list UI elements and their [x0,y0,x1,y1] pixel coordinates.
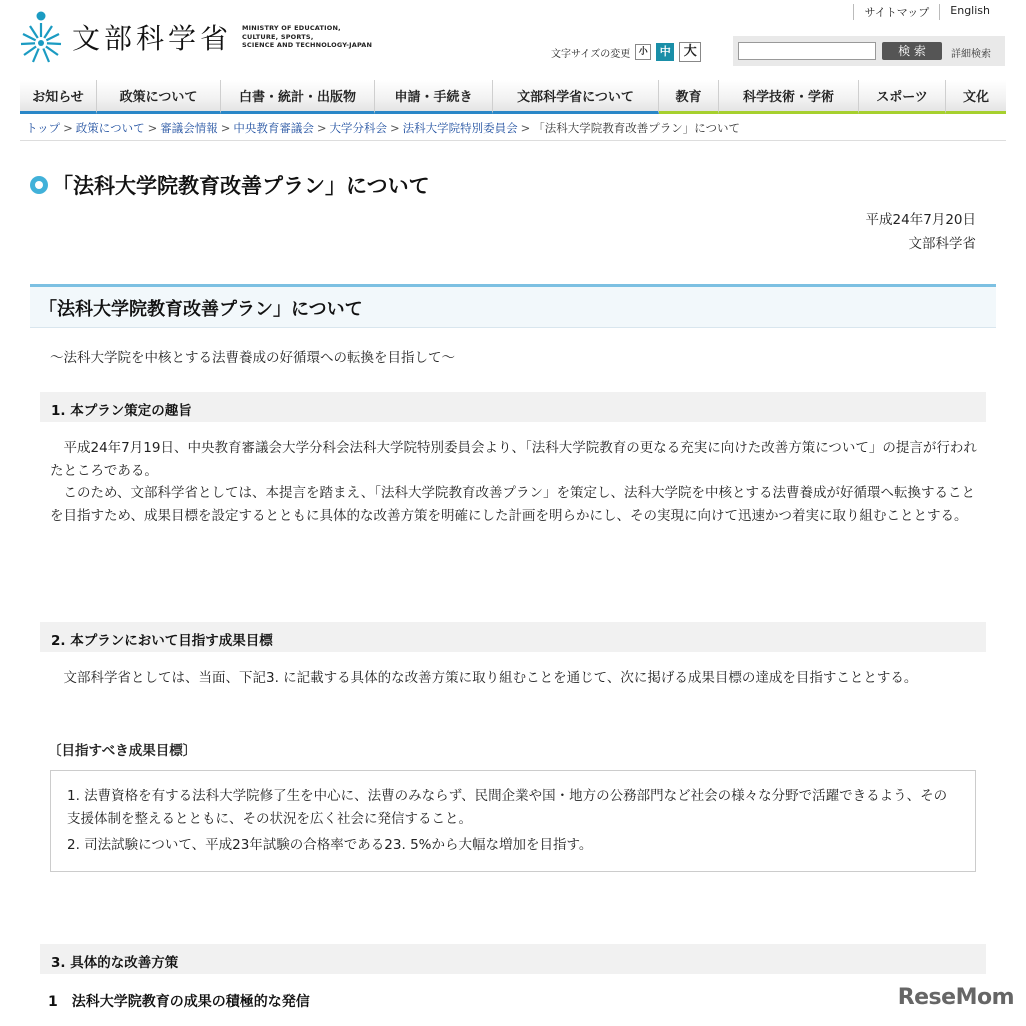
page-title [30,170,430,200]
breadcrumb-divider [20,140,1006,141]
nav-item-about[interactable]: 文部科学省について [493,80,659,114]
nav-item-news[interactable]: お知らせ [20,80,97,114]
section-title-box [30,284,996,328]
font-size-small-button[interactable]: 小 [635,44,651,60]
site-header [0,0,1026,80]
page-title-text: 「法科大学院教育改善プラン」について [52,174,430,198]
logo-en-line: MINISTRY OF EDUCATION, [242,24,341,33]
search-area [733,36,1005,66]
sitemap-link[interactable]: サイトマップ [853,4,939,20]
plan-subtitle: ～法科大学院を中核とする法曹養成の好循環への転換を目指して～ [50,350,455,366]
breadcrumb-link[interactable]: 政策について [75,121,145,135]
mext-logo-icon [18,10,64,64]
section-1-paragraph: 平成24年7月19日、中央教育審議会大学分科会法科大学院特別委員会より、「法科大学院教育の更なる充実に向けた改善方策について」の提言が行われたところである。 [50,440,977,479]
section-2-body [50,667,980,690]
publish-date: 平成24年7月20日 [865,212,976,228]
section-heading-3: 3. 具体的な改善方策 [40,944,986,974]
font-size-large-button[interactable]: 大 [679,42,701,62]
breadcrumb-separator: > [390,121,400,135]
breadcrumb-link[interactable]: トップ [26,121,61,135]
nav-item-applications[interactable]: 申請・手続き [375,80,493,114]
breadcrumb-link[interactable]: 中央教育審議会 [233,121,314,135]
nav-item-sports[interactable]: スポーツ [859,80,946,114]
english-link[interactable]: English [939,4,1000,20]
nav-item-publications[interactable]: 白書・統計・出版物 [221,80,375,114]
nav-item-science[interactable]: 科学技術・学術 [719,80,859,114]
font-size-medium-button[interactable]: 中 [656,43,674,61]
breadcrumb-separator: > [316,121,327,135]
document-meta [866,208,976,256]
logo-english-text [242,24,372,50]
goals-box [50,770,976,872]
section-title: 「法科大学院教育改善プラン」について [39,299,363,320]
utility-links [853,4,1000,20]
section-heading-1: 1. 本プラン策定の趣旨 [40,392,986,422]
breadcrumb-link[interactable]: 大学分科会 [329,121,387,135]
font-size-switcher [551,42,701,62]
breadcrumb-link[interactable]: 審議会情報 [160,121,218,135]
breadcrumb-separator: > [520,121,531,135]
section-heading-2: 2. 本プランにおいて目指す成果目標 [40,622,986,652]
section-1-body [50,437,980,527]
breadcrumb-link[interactable]: 法科大学院特別委員会 [402,121,518,135]
global-nav [20,80,1006,114]
section-1-paragraph: このため、文部科学省としては、本提言を踏まえ、「法科大学院教育改善プラン」を策定し、法科大学院を中核とする法曹養成が好循環へ転換することを目指すため、成果目標を設定するとともに具体的な改善方策を明確にした計画を明らかにし、その実現に向けて迅速かつ着実に取り組むこととする。 [50,485,976,524]
publisher: 文部科学省 [908,236,976,252]
breadcrumb-separator: > [63,121,73,135]
breadcrumb [26,120,740,136]
goal-item: 2. 司法試験について、平成23年試験の合格率である23. 5%から大幅な増加を目指す。 [67,837,593,853]
breadcrumb-current: 「法科大学院教育改善プラン」について [533,121,741,135]
goals-heading: 〔目指すべき成果目標〕 [48,743,197,759]
logo-text: 文部科学省 [72,22,233,55]
subsection-heading: 1 法科大学院教育の成果の積極的な発信 [48,994,310,1010]
nav-item-culture[interactable]: 文化 [946,80,1006,114]
breadcrumb-separator: > [147,121,158,135]
search-input[interactable] [738,42,876,60]
search-button[interactable]: 検 索 [882,42,942,60]
resemom-watermark: ReseMom [897,985,1014,1010]
logo-en-line: SCIENCE AND TECHNOLOGY-JAPAN [242,41,373,50]
goal-item: 1. 法曹資格を有する法科大学院修了生を中心に、法曹のみならず、民間企業や国・地方の公務部門など社会の様々な分野で活躍できるよう、その支援体制を整えるとともに、その状況を広く社会に発信すること。 [67,788,948,827]
breadcrumb-separator: > [220,121,231,135]
site-logo[interactable] [18,10,372,64]
title-bullet-icon [30,176,48,194]
nav-item-education[interactable]: 教育 [659,80,719,114]
font-size-label: 文字サイズの変更 [551,48,631,60]
section-2-paragraph: 文部科学省としては、当面、下記3. に記載する具体的な改善方策に取り組むことを通じて、次に掲げる成果目標の達成を目指すこととする。 [63,670,918,686]
nav-item-policy[interactable]: 政策について [97,80,221,114]
advanced-search-link[interactable]: 詳細検索 [951,49,991,60]
logo-en-line: CULTURE, SPORTS, [242,32,314,41]
